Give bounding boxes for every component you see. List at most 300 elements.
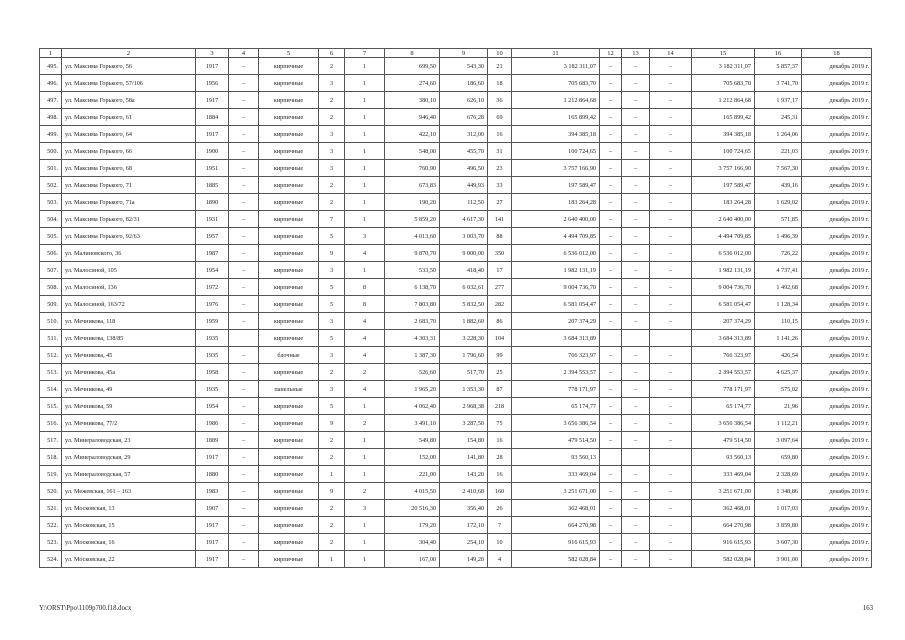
cell-year-built: 1907 [196, 500, 229, 517]
table-row [40, 296, 872, 313]
cell-cost-col-13: – [622, 364, 650, 381]
cell-total-cost: 1 212 864,68 [512, 92, 600, 109]
cell-year-built: 1954 [196, 262, 229, 279]
cell-cost-total: 3 684 313,89 [692, 330, 755, 347]
cell-row-number: 514. [40, 381, 62, 398]
table-row [40, 517, 872, 534]
cell-year-built: 1972 [196, 279, 229, 296]
cell-wall-material: кирпичные [259, 75, 319, 92]
cell-living-area: 1 882,60 [440, 313, 488, 330]
cell-residents: 25 [488, 364, 512, 381]
cell-year-built: 1931 [196, 211, 229, 228]
cell-residents: 69 [488, 109, 512, 126]
cell-address: ул. Мечникова, 45 [62, 347, 196, 364]
cell-floors: 3 [319, 75, 345, 92]
cell-cost-col-12: – [600, 160, 622, 177]
cell-cost-per-sqm: 571,85 [755, 211, 802, 228]
cell-year-built: 1986 [196, 415, 229, 432]
cell-floors: 9 [319, 245, 345, 262]
table-row [40, 75, 872, 92]
cell-residents: 104 [488, 330, 512, 347]
cell-completion-date: декабрь 2019 г. [802, 517, 872, 534]
cell-living-area: 1 353,30 [440, 381, 488, 398]
table-row [40, 92, 872, 109]
cell-residents: 16 [488, 432, 512, 449]
cell-floors: 5 [319, 398, 345, 415]
cell-entrances: 1 [345, 75, 385, 92]
cell-cost-col-12: – [600, 245, 622, 262]
cell-cost-per-sqm: 1 492,68 [755, 279, 802, 296]
cell-cost-col-12: – [600, 517, 622, 534]
cell-living-area: 172,10 [440, 517, 488, 534]
cell-total-cost: 65 174,77 [512, 398, 600, 415]
cell-total-area: 673,83 [385, 177, 440, 194]
cell-floors: 3 [319, 143, 345, 160]
cell-residents: 10 [488, 534, 512, 551]
cell-cost-per-sqm: 659,80 [755, 449, 802, 466]
cell-cost-col-14: – [650, 483, 692, 500]
cell-floors: 1 [319, 466, 345, 483]
cell-year-built: 1917 [196, 551, 229, 568]
cell-address: ул. Максима Горького, 82/31 [62, 211, 196, 228]
cell-cost-col-12: – [600, 551, 622, 568]
cell-cost-col-13: – [622, 483, 650, 500]
cell-total-area: 152,00 [385, 449, 440, 466]
cell-row-number: 498. [40, 109, 62, 126]
table-row [40, 313, 872, 330]
cell-year-renovated: – [229, 109, 259, 126]
cell-total-cost: 778 171,97 [512, 381, 600, 398]
cell-cost-per-sqm: 21,96 [755, 398, 802, 415]
cell-total-cost: 333 469,04 [512, 466, 600, 483]
cell-cost-per-sqm: 3 607,30 [755, 534, 802, 551]
cell-cost-col-14: – [650, 551, 692, 568]
cell-year-built: 1885 [196, 177, 229, 194]
cell-year-built: 1983 [196, 483, 229, 500]
cell-cost-per-sqm: 4 625,37 [755, 364, 802, 381]
cell-address: ул. Мечникова, 77/2 [62, 415, 196, 432]
table-row [40, 160, 872, 177]
cell-residents: 31 [488, 143, 512, 160]
cell-completion-date: декабрь 2019 г. [802, 500, 872, 517]
cell-row-number: 502. [40, 177, 62, 194]
cell-cost-col-12: – [600, 279, 622, 296]
cell-address: ул. Московская, 16 [62, 534, 196, 551]
cell-total-cost: 6 581 054,47 [512, 296, 600, 313]
cell-entrances: 1 [345, 262, 385, 279]
cell-row-number: 513. [40, 364, 62, 381]
cell-cost-col-12: – [600, 177, 622, 194]
cell-year-renovated: – [229, 58, 259, 75]
footer-file-path: Y:\ORST\Ppo\1109p700.f18.docx [39, 605, 132, 612]
cell-cost-col-13: – [622, 92, 650, 109]
column-header: 16 [755, 49, 802, 58]
table-row [40, 534, 872, 551]
cell-cost-col-12: – [600, 228, 622, 245]
cell-cost-total: 100 724,65 [692, 143, 755, 160]
cell-year-renovated: – [229, 160, 259, 177]
cell-year-renovated: – [229, 500, 259, 517]
cell-total-cost: 3 656 386,54 [512, 415, 600, 432]
table-row [40, 262, 872, 279]
cell-cost-col-14: – [650, 92, 692, 109]
cell-row-number: 507. [40, 262, 62, 279]
cell-total-cost: 705 683,70 [512, 75, 600, 92]
cell-cost-col-13: – [622, 75, 650, 92]
cell-year-built: 1954 [196, 398, 229, 415]
cell-cost-total: 2 640 400,00 [692, 211, 755, 228]
cell-cost-col-14: – [650, 381, 692, 398]
column-header: 9 [440, 49, 488, 58]
cell-address: ул. Мечникова, 138/85 [62, 330, 196, 347]
cell-living-area: 141,80 [440, 449, 488, 466]
table-row [40, 483, 872, 500]
cell-floors: 3 [319, 262, 345, 279]
cell-total-area: 4 303,31 [385, 330, 440, 347]
cell-wall-material: кирпичные [259, 466, 319, 483]
cell-entrances: 1 [345, 109, 385, 126]
cell-total-area: 304,40 [385, 534, 440, 551]
cell-residents: 16 [488, 466, 512, 483]
cell-cost-col-13: – [622, 58, 650, 75]
cell-cost-total: 766 323,97 [692, 347, 755, 364]
cell-residents: 33 [488, 177, 512, 194]
cell-year-built: 1880 [196, 466, 229, 483]
cell-completion-date: декабрь 2019 г. [802, 449, 872, 466]
cell-entrances: 1 [345, 58, 385, 75]
cell-cost-col-13: – [622, 262, 650, 279]
cell-cost-col-13: – [622, 194, 650, 211]
cell-row-number: 511. [40, 330, 62, 347]
cell-address: ул. Максима Горького, 66 [62, 143, 196, 160]
table-row [40, 109, 872, 126]
cell-year-renovated: – [229, 228, 259, 245]
cell-total-cost: 1 982 131,19 [512, 262, 600, 279]
cell-cost-total: 1 212 864,68 [692, 92, 755, 109]
column-header: 12 [600, 49, 622, 58]
cell-total-area: 526,60 [385, 364, 440, 381]
cell-residents: 17 [488, 262, 512, 279]
cell-cost-col-13 [622, 449, 650, 466]
cell-residents: 21 [488, 58, 512, 75]
cell-total-cost: 3 757 166,90 [512, 160, 600, 177]
cell-floors: 3 [319, 160, 345, 177]
cell-cost-col-13: – [622, 245, 650, 262]
cell-cost-col-14: – [650, 245, 692, 262]
cell-year-renovated: – [229, 364, 259, 381]
cell-year-built: 1958 [196, 364, 229, 381]
cell-cost-col-12: – [600, 313, 622, 330]
cell-cost-col-13: – [622, 534, 650, 551]
cell-total-cost: 664 270,98 [512, 517, 600, 534]
cell-year-built: 1889 [196, 432, 229, 449]
cell-living-area: 3 228,30 [440, 330, 488, 347]
cell-year-renovated: – [229, 279, 259, 296]
cell-year-built: 1917 [196, 58, 229, 75]
cell-address: ул. Максима Горького, 68 [62, 160, 196, 177]
cell-year-renovated: – [229, 75, 259, 92]
cell-year-built: 1917 [196, 534, 229, 551]
table-row [40, 415, 872, 432]
cell-cost-col-14: – [650, 211, 692, 228]
cell-residents: 26 [488, 500, 512, 517]
cell-wall-material: кирпичные [259, 534, 319, 551]
cell-cost-col-12 [600, 330, 622, 347]
cell-address: ул. Малиновского, 36 [62, 245, 196, 262]
cell-entrances: 1 [345, 466, 385, 483]
cell-cost-col-13: – [622, 313, 650, 330]
cell-total-area: 699,50 [385, 58, 440, 75]
cell-address: ул. Мечникова, 118 [62, 313, 196, 330]
cell-total-cost: 3 251 671,00 [512, 483, 600, 500]
table-row [40, 211, 872, 228]
cell-cost-col-13 [622, 330, 650, 347]
cell-cost-col-13: – [622, 398, 650, 415]
cell-row-number: 504. [40, 211, 62, 228]
cell-year-built: 1917 [196, 449, 229, 466]
table-row [40, 177, 872, 194]
column-header: 14 [650, 49, 692, 58]
table-row [40, 228, 872, 245]
cell-cost-col-13: – [622, 296, 650, 313]
column-header: 18 [802, 49, 872, 58]
cell-cost-col-14: – [650, 517, 692, 534]
cell-entrances: 1 [345, 126, 385, 143]
cell-cost-per-sqm: 3 741,70 [755, 75, 802, 92]
cell-cost-total: 479 514,50 [692, 432, 755, 449]
cell-residents: 277 [488, 279, 512, 296]
cell-floors: 9 [319, 415, 345, 432]
cell-cost-total: 362 468,01 [692, 500, 755, 517]
cell-completion-date: декабрь 2019 г. [802, 126, 872, 143]
cell-row-number: 512. [40, 347, 62, 364]
column-header: 6 [319, 49, 345, 58]
cell-cost-col-14: – [650, 262, 692, 279]
cell-cost-total: 165 899,42 [692, 109, 755, 126]
cell-row-number: 503. [40, 194, 62, 211]
cell-living-area: 186,60 [440, 75, 488, 92]
cell-total-area: 548,00 [385, 143, 440, 160]
cell-wall-material: кирпичные [259, 449, 319, 466]
cell-cost-col-14: – [650, 143, 692, 160]
cell-total-area: 946,40 [385, 109, 440, 126]
column-header: 8 [385, 49, 440, 58]
cell-living-area: 112,50 [440, 194, 488, 211]
cell-entrances: 4 [345, 313, 385, 330]
cell-cost-per-sqm: 575,02 [755, 381, 802, 398]
cell-cost-col-14: – [650, 228, 692, 245]
cell-completion-date: декабрь 2019 г. [802, 177, 872, 194]
cell-floors: 5 [319, 228, 345, 245]
cell-entrances: 1 [345, 194, 385, 211]
cell-row-number: 501. [40, 160, 62, 177]
cell-completion-date: декабрь 2019 г. [802, 415, 872, 432]
cell-year-built: 1935 [196, 330, 229, 347]
cell-living-area: 496,50 [440, 160, 488, 177]
cell-floors: 9 [319, 483, 345, 500]
cell-cost-total: 916 615,93 [692, 534, 755, 551]
cell-living-area: 517,70 [440, 364, 488, 381]
table-row [40, 449, 872, 466]
cell-wall-material: кирпичные [259, 313, 319, 330]
cell-cost-col-14: – [650, 109, 692, 126]
cell-cost-col-14: – [650, 347, 692, 364]
cell-entrances: 1 [345, 160, 385, 177]
cell-completion-date: декабрь 2019 г. [802, 143, 872, 160]
cell-year-renovated: – [229, 92, 259, 109]
cell-total-area: 760,90 [385, 160, 440, 177]
cell-wall-material: кирпичные [259, 245, 319, 262]
cell-completion-date: декабрь 2019 г. [802, 364, 872, 381]
cell-cost-col-12: – [600, 58, 622, 75]
cell-residents: 18 [488, 75, 512, 92]
cell-completion-date: декабрь 2019 г. [802, 347, 872, 364]
cell-completion-date: декабрь 2019 г. [802, 432, 872, 449]
column-header: 7 [345, 49, 385, 58]
cell-row-number: 521. [40, 500, 62, 517]
cell-completion-date: декабрь 2019 г. [802, 466, 872, 483]
cell-living-area: 6 032,61 [440, 279, 488, 296]
cell-cost-total: 3 757 166,90 [692, 160, 755, 177]
cell-cost-col-13: – [622, 126, 650, 143]
header-row [40, 49, 872, 58]
cell-entrances: 4 [345, 347, 385, 364]
cell-year-renovated: – [229, 313, 259, 330]
cell-cost-per-sqm: 1 128,34 [755, 296, 802, 313]
cell-cost-col-13: – [622, 500, 650, 517]
cell-wall-material: кирпичные [259, 551, 319, 568]
cell-cost-col-14 [650, 330, 692, 347]
cell-floors: 2 [319, 534, 345, 551]
cell-row-number: 509. [40, 296, 62, 313]
cell-row-number: 524. [40, 551, 62, 568]
cell-completion-date: декабрь 2019 г. [802, 381, 872, 398]
cell-cost-per-sqm: 110,15 [755, 313, 802, 330]
cell-cost-col-14: – [650, 279, 692, 296]
cell-floors: 5 [319, 330, 345, 347]
cell-living-area: 449,93 [440, 177, 488, 194]
cell-cost-col-14 [650, 449, 692, 466]
cell-wall-material: кирпичные [259, 143, 319, 160]
cell-total-cost: 100 724,65 [512, 143, 600, 160]
cell-floors: 3 [319, 347, 345, 364]
cell-cost-col-14: – [650, 415, 692, 432]
cell-cost-col-12: – [600, 381, 622, 398]
cell-row-number: 506. [40, 245, 62, 262]
cell-total-area: 7 803,80 [385, 296, 440, 313]
cell-completion-date: декабрь 2019 г. [802, 313, 872, 330]
cell-total-cost: 183 264,28 [512, 194, 600, 211]
cell-floors: 2 [319, 517, 345, 534]
table-row [40, 500, 872, 517]
cell-entrances: 4 [345, 245, 385, 262]
cell-address: ул. Максима Горького, 58а [62, 92, 196, 109]
cell-year-built: 1976 [196, 296, 229, 313]
cell-cost-total: 93 560,13 [692, 449, 755, 466]
cell-living-area: 2 410,68 [440, 483, 488, 500]
cell-floors: 7 [319, 211, 345, 228]
cell-floors: 2 [319, 432, 345, 449]
cell-year-renovated: – [229, 194, 259, 211]
cell-wall-material: кирпичные [259, 364, 319, 381]
cell-year-renovated: – [229, 398, 259, 415]
cell-wall-material: кирпичные [259, 398, 319, 415]
cell-address: ул. Минераловодская, 57 [62, 466, 196, 483]
cell-completion-date: декабрь 2019 г. [802, 75, 872, 92]
cell-entrances: 1 [345, 211, 385, 228]
cell-cost-col-13: – [622, 211, 650, 228]
cell-cost-col-12: – [600, 109, 622, 126]
cell-year-built: 1900 [196, 143, 229, 160]
cell-cost-col-14: – [650, 466, 692, 483]
cell-cost-col-14: – [650, 58, 692, 75]
cell-year-renovated: – [229, 177, 259, 194]
cell-entrances: 8 [345, 279, 385, 296]
cell-residents: 350 [488, 245, 512, 262]
cell-cost-col-12: – [600, 262, 622, 279]
cell-completion-date: декабрь 2019 г. [802, 109, 872, 126]
cell-cost-per-sqm: 1 348,86 [755, 483, 802, 500]
cell-cost-col-12: – [600, 296, 622, 313]
cell-residents: 23 [488, 160, 512, 177]
cell-total-area: 533,50 [385, 262, 440, 279]
cell-address: ул. Максима Горького, 64 [62, 126, 196, 143]
cell-total-area: 221,00 [385, 466, 440, 483]
cell-year-built: 1935 [196, 381, 229, 398]
cell-cost-col-12: – [600, 92, 622, 109]
table-row [40, 58, 872, 75]
cell-cost-col-13: – [622, 432, 650, 449]
cell-cost-col-14: – [650, 364, 692, 381]
cell-entrances: 1 [345, 517, 385, 534]
cell-total-cost: 6 536 012,00 [512, 245, 600, 262]
cell-year-renovated: – [229, 517, 259, 534]
cell-cost-total: 6 581 054,47 [692, 296, 755, 313]
cell-cost-col-13: – [622, 517, 650, 534]
cell-cost-col-14: – [650, 534, 692, 551]
cell-cost-col-12: – [600, 211, 622, 228]
cell-cost-col-14: – [650, 160, 692, 177]
cell-completion-date: декабрь 2019 г. [802, 160, 872, 177]
cell-address: ул. Минераловодская, 23 [62, 432, 196, 449]
cell-address: ул. Мечникова, 45а [62, 364, 196, 381]
cell-cost-per-sqm: 3 859,80 [755, 517, 802, 534]
cell-total-area: 5 859,20 [385, 211, 440, 228]
cell-cost-total: 3 656 386,54 [692, 415, 755, 432]
cell-total-area: 6 138,70 [385, 279, 440, 296]
cell-total-cost: 93 560,13 [512, 449, 600, 466]
cell-wall-material: панельные [259, 381, 319, 398]
cell-living-area: 2 968,38 [440, 398, 488, 415]
column-header: 1 [40, 49, 62, 58]
cell-cost-col-12: – [600, 347, 622, 364]
cell-cost-col-14: – [650, 313, 692, 330]
cell-residents: 36 [488, 92, 512, 109]
cell-living-area: 1 796,60 [440, 347, 488, 364]
cell-wall-material: кирпичные [259, 500, 319, 517]
cell-wall-material: кирпичные [259, 330, 319, 347]
cell-cost-total: 778 171,97 [692, 381, 755, 398]
cell-total-area: 1 965,20 [385, 381, 440, 398]
table-row [40, 398, 872, 415]
cell-wall-material: кирпичные [259, 160, 319, 177]
cell-entrances: 1 [345, 551, 385, 568]
cell-cost-per-sqm: 1 937,17 [755, 92, 802, 109]
cell-address: ул. Мечникова, 59 [62, 398, 196, 415]
cell-cost-col-13: – [622, 228, 650, 245]
cell-cost-col-14: – [650, 194, 692, 211]
cell-cost-total: 333 469,04 [692, 466, 755, 483]
